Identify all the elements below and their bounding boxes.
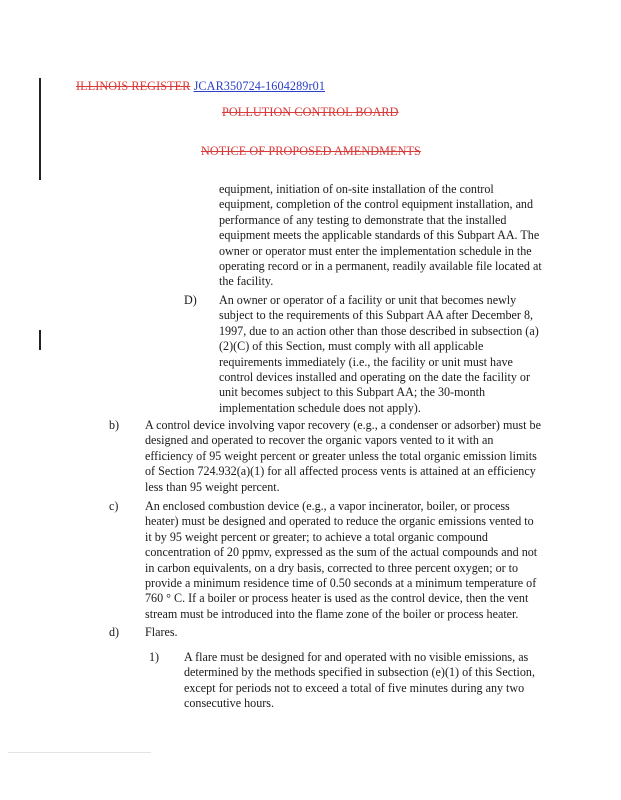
item-c-text: An enclosed combustion device (e.g., a vapor incinerator, boiler, or process heater) must be designed and operated to reduce the organic emissions vented to it by 95 weight percent or greater; to achieve a total organic compound concentration of 20 ppmv, expressed as the sum of the actual compounds and not in carbon equivalents, on a dry basis, corrected to three percent oxygen; or to provide a minimum residence time of 0.50 seconds at a minimum temperature of 760 ° C. If a boiler or process heater is used as the control device, then the vent stream must be introduced into the flame zone of the boiler or process heater.: [145, 499, 538, 621]
register-inserted-text: JCAR350724-1604289r01: [193, 79, 326, 93]
continued-paragraph: equipment, initiation of on-site installation of the control equipment, completion of the control equipment installation, and performance of any testing to demonstrate that the installed equipment meets the applicable standards of this Subpart AA. The owner or operator must enter the implementation schedule in the operating record or in a permanent, readily available file located at the facility.: [219, 182, 542, 289]
item-d-text: Flares.: [145, 625, 178, 639]
change-bar: [39, 330, 41, 350]
register-header: [76, 79, 325, 94]
item-D-label: D): [184, 293, 197, 307]
item-c-label: c): [109, 499, 119, 513]
notice-title: NOTICE OF PROPOSED AMENDMENTS: [201, 144, 421, 158]
register-deleted-text: ILLINOIS REGISTER: [76, 79, 191, 93]
item-b-label: b): [109, 418, 120, 432]
item-d1-label: 1): [149, 650, 160, 664]
item-D-text: An owner or operator of a facility or unit that becomes newly subject to the requirements of this Subpart AA after December 8, 1997, due to an action other than those described in subsection (a)(2)(C) of this Section, must comply with all applicable requirements immediately (i.e., the facility or unit must have control devices installed and operating on the date the facility or unit becomes subject to this Subpart AA; the 30-month implementation schedule does not apply).: [219, 293, 539, 415]
change-bar: [39, 78, 41, 180]
item-d-label: d): [109, 625, 120, 639]
item-b-text: A control device involving vapor recovery (e.g., a condenser or adsorber) must be designed and operated to recover the organic vapors vented to it with an efficiency of 95 weight percent or greater unless the total organic emission limits of Section 724.932(a)(1) for all affected process vents is attained at an efficiency less than 95 weight percent.: [145, 418, 541, 494]
board-title: POLLUTION CONTROL BOARD: [222, 105, 399, 119]
item-d1-text: A flare must be designed for and operated with no visible emissions, as determined by the methods specified in subsection (e)(1) of this Section, except for periods not to exceed a total of five minutes during any two consecutive hours.: [184, 650, 535, 711]
footer-rule: [8, 752, 151, 753]
